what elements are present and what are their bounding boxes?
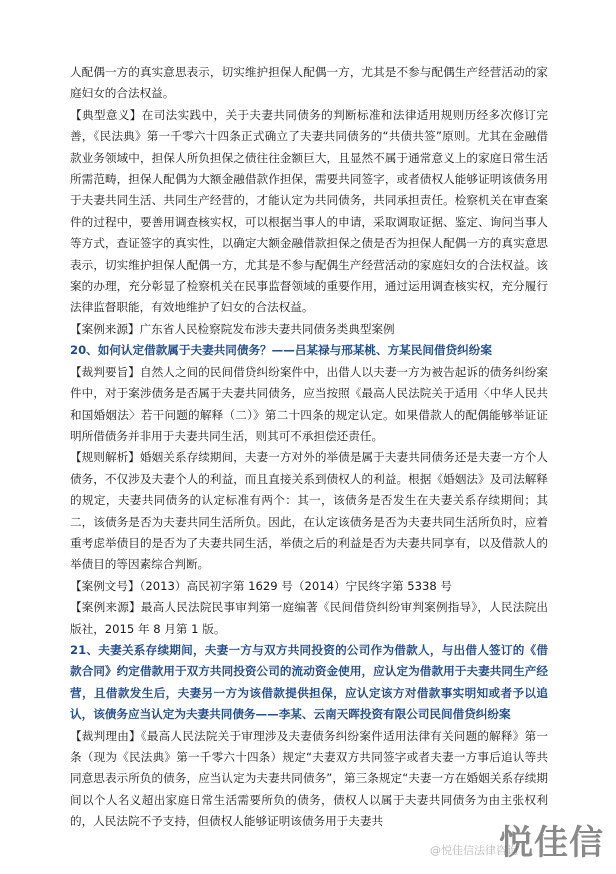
- section-heading-21: 21、夫妻关系存续期间，夫妻一方与双方共同投资的公司作为借款人，与出借人签订的《借款合同》约定借款用于双方共同投资公司的流动资金使用，应认定为借款用于夫妻共同生产经营，且借款发生后，夫妻另一方为该借款提供担保，应认定该方对借款事实明知或者予以追认，该债务应当认定为夫妻共同债务——李某、云南天晖投资有限公司民间借贷纠纷案: [70, 642, 548, 722]
- paragraph-case-number: 【案例文号】（2013）高民初字第 1629 号（2014）宁民终字第 5338 号: [70, 578, 453, 593]
- paragraph-ruling-reason: 【裁判理由】《最高人民法院关于审理涉及夫妻债务纠纷案件适用法律有关问题的解释》第一条（现为《民法典》第一千零六十四条）规定“夫妻双方共同签字或者夫妻一方事后追认等共同意思表示所负的债务，应当认定为夫妻共同债务”，第三条规定“夫妻一方在婚姻关系存续期间以个人名义超出家庭日常生活需要所负的债务，债权人以属于夫妻共同债务为由主张权利的，人民法院不予支持，但债权人能够证明该债务用于夫妻共: [70, 728, 548, 829]
- paragraph-case-source-2: 【案例来源】最高人民法院民事审判第一庭编著《民间借贷纠纷审判案例指导》，人民法院出版社，2015 年 8 月第 1 版。: [70, 600, 548, 636]
- watermark-handle: @悦佳信法律咨询: [430, 844, 518, 857]
- watermark-logo: 悦佳信: [499, 823, 604, 863]
- paragraph-typical-significance: 【典型意义】在司法实践中，关于夫妻共同债务的判断标准和法律适用规则历经多次修订完善，《民法典》第一千零六十四条正式确立了夫妻共同债务的“共债共签”原则。尤其在金融借款业务领域中，担保人所负担保之债往往金额巨大，且显然不属于通常意义上的家庭日常生活所需范畴，担保人配偶为大额金融借款作担保，需要共同签字，或者债权人能够证明该债务用于夫妻共同生活、共同生产经营的，才能认定为共同债务，共同承担责任。检察机关在审查案件的过程中，要善用调查核实权，可以根据当事人的申请，采取调取证据、鉴定、询问当事人等方式，查证签字的真实性，以确定大额金融借款担保之债是否为担保人配偶一方的真实意思表示，切实维护担保人配偶一方，尤其是不参与配偶生产经营活动的家庭妇女的合法权益。该案的办理，充分彰显了检察机关在民事监督领域的重要作用，通过运用调查核实权，充分履行法律监督职能，有效地维护了妇女的合法权益。: [70, 107, 548, 315]
- section-heading-20: 20、如何认定借款属于夫妻共同债务？——吕某禄与邢某桃、方某民间借贷纠纷案: [70, 343, 492, 358]
- paragraph-1: 人配偶一方的真实意思表示，切实维护担保人配偶一方，尤其是不参与配偶生产经营活动的家庭妇女的合法权益。: [70, 65, 548, 101]
- paragraph-rule-analysis: 【规则解析】婚姻关系存续期间，夫妻一方对外的举债是属于夫妻共同债务还是夫妻一方个人债务，不仅涉及夫妻个人的利益，而且直接关系到债权人的利益。根据《婚姻法》及司法解释的规定，夫妻共同债务的认定标准有两个：其一，该债务是否发生在夫妻关系存续期间；其二，该债务是否为夫妻共同生活所负。因此，在认定该债务是否为夫妻共同生活所负时，应着重考虑举债目的是否为了夫妻共同生活，举债之后的利益是否为夫妻共同享有，以及借款人的举债目的等因素综合判断。: [70, 450, 548, 572]
- document-body: [70, 62, 548, 833]
- paragraph-case-source: 【案例来源】广东省人民检察院发布涉夫妻共同债务类典型案例: [70, 321, 395, 336]
- paragraph-ruling-summary: 【裁判要旨】自然人之间的民间借贷纠纷案件中，出借人以夫妻一方为被告起诉的债务纠纷案件中，对于案涉债务是否属于夫妻共同债务，应当按照《最高人民法院关于适用〈中华人民共和国婚姻法〉若干问题的解释（二）》第二十四条的规定认定。如果借款人的配偶能够举证证明所借债务并非用于夫妻共同生活，则其可不承担偿还责任。: [70, 364, 548, 443]
